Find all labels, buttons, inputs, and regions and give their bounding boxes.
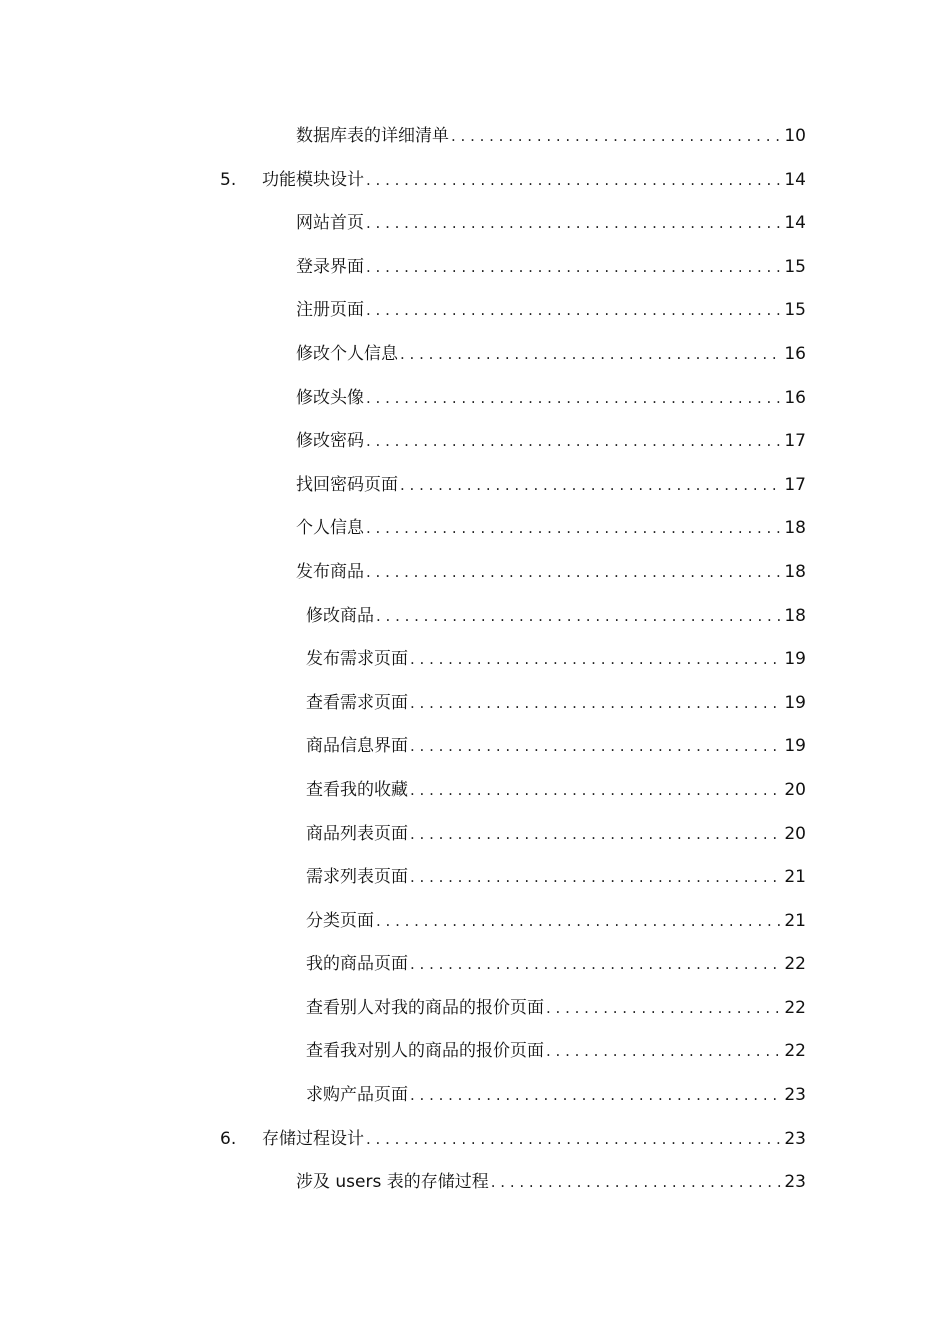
toc-entry[interactable] [0,464,950,508]
toc-page-number: 20 [784,779,806,800]
toc-entry[interactable] [0,202,950,246]
dot-leader [410,953,782,975]
dot-leader [410,692,782,714]
dot-leader [546,1040,782,1062]
toc-page-number: 22 [784,1041,806,1062]
toc-row [296,1171,806,1193]
dot-leader [366,212,782,234]
toc-page-number: 14 [784,169,806,190]
toc-title: 功能模块设计 [262,169,364,190]
dot-leader [546,997,782,1019]
toc-page-number: 20 [784,823,806,844]
toc-page-number: 17 [784,474,806,495]
toc-title: 修改密码 [296,431,364,452]
toc-row [306,1040,806,1062]
toc-title: 数据库表的详细清单 [296,126,449,146]
toc-title: 找回密码页面 [296,474,398,495]
toc-row [296,256,806,278]
toc-page-number: 18 [784,561,806,582]
toc-row [306,735,806,757]
toc-title: 查看我的收藏 [306,779,408,800]
toc-page-number: 22 [784,997,806,1018]
toc-title: 涉及 users 表的存储过程 [296,1172,489,1193]
toc-row [296,125,806,147]
dot-leader [366,387,782,409]
toc-section-number: 6. [220,1128,237,1149]
toc-row [306,1084,806,1106]
toc-title: 网站首页 [296,213,364,234]
dot-leader [410,866,782,888]
toc-row [296,474,806,496]
toc-title: 登录界面 [296,256,364,277]
toc-page-number: 19 [784,649,806,670]
toc-page-number: 15 [784,256,806,277]
dot-leader [366,430,782,452]
toc-page-number: 22 [784,954,806,975]
toc-title: 查看别人对我的商品的报价页面 [306,997,544,1018]
toc-entry[interactable] [0,551,950,595]
toc-title: 个人信息 [296,518,364,539]
toc-entry[interactable] [0,682,950,726]
toc-entry[interactable] [0,159,950,203]
toc-page-number: 16 [784,387,806,408]
toc-page-number: 21 [784,867,806,888]
toc-row [306,779,806,801]
toc-title: 修改商品 [306,605,374,626]
toc-title: 修改头像 [296,387,364,408]
toc-title: 我的商品页面 [306,954,408,975]
toc-entry[interactable] [0,420,950,464]
toc-title: 查看需求页面 [306,692,408,713]
toc-title: 修改个人信息 [296,343,398,364]
toc-entry[interactable] [0,1074,950,1118]
table-of-contents [0,115,950,1205]
dot-leader [410,779,782,801]
toc-section-number: 5. [220,169,237,190]
dot-leader [400,343,782,365]
toc-row [296,517,806,539]
toc-page-number: 17 [784,431,806,452]
toc-row [306,910,806,932]
toc-page-number: 19 [784,692,806,713]
dot-leader [410,735,782,757]
toc-entry[interactable] [0,377,950,421]
toc-entry[interactable] [0,289,950,333]
toc-row [306,605,806,627]
toc-title: 商品信息界面 [306,736,408,757]
toc-entry[interactable] [0,769,950,813]
dot-leader [376,910,782,932]
toc-entry[interactable] [0,115,950,159]
toc-page-number: 21 [784,910,806,931]
toc-row [296,387,806,409]
toc-title: 注册页面 [296,300,364,321]
toc-row [306,823,806,845]
dot-leader [410,1084,782,1106]
toc-title: 发布需求页面 [306,649,408,670]
toc-entry[interactable] [0,943,950,987]
toc-entry[interactable] [0,1030,950,1074]
toc-entry[interactable] [0,638,950,682]
dot-leader [366,517,782,539]
toc-row [262,1128,806,1150]
dot-leader [366,299,782,321]
toc-entry[interactable] [0,856,950,900]
toc-entry[interactable] [0,333,950,377]
toc-page-number: 16 [784,343,806,364]
toc-row [296,299,806,321]
toc-entry[interactable] [0,595,950,639]
toc-entry[interactable] [0,725,950,769]
toc-row [306,953,806,975]
toc-row [296,561,806,583]
toc-page-number: 23 [784,1172,806,1193]
toc-row [306,866,806,888]
toc-entry[interactable] [0,987,950,1031]
dot-leader [400,474,782,496]
toc-page-number: 14 [784,213,806,234]
dot-leader [366,256,782,278]
toc-entry[interactable] [0,813,950,857]
dot-leader [366,169,782,191]
toc-row [296,343,806,365]
toc-title: 查看我对别人的商品的报价页面 [306,1041,544,1062]
toc-page-number: 18 [784,605,806,626]
toc-title: 需求列表页面 [306,867,408,888]
toc-row [306,997,806,1019]
toc-page-number: 15 [784,300,806,321]
toc-title: 求购产品页面 [306,1085,408,1106]
dot-leader [410,823,782,845]
toc-row [306,648,806,670]
toc-title: 商品列表页面 [306,823,408,844]
toc-page-number: 10 [784,126,806,146]
toc-page-number: 18 [784,518,806,539]
toc-title: 分类页面 [306,910,374,931]
toc-page-number: 23 [784,1085,806,1106]
toc-entry[interactable] [0,246,950,290]
dot-leader [491,1171,783,1193]
toc-page-number: 23 [784,1128,806,1149]
toc-entry[interactable] [0,1118,950,1162]
toc-title: 存储过程设计 [262,1128,364,1149]
toc-title: 发布商品 [296,561,364,582]
dot-leader [451,125,782,147]
toc-row [306,692,806,714]
toc-row [296,430,806,452]
toc-row [262,169,806,191]
dot-leader [376,605,782,627]
toc-entry[interactable] [0,1161,950,1205]
dot-leader [366,1128,782,1150]
dot-leader [410,648,782,670]
toc-entry[interactable] [0,507,950,551]
dot-leader [366,561,782,583]
toc-row [296,212,806,234]
toc-entry[interactable] [0,900,950,944]
toc-page-number: 19 [784,736,806,757]
